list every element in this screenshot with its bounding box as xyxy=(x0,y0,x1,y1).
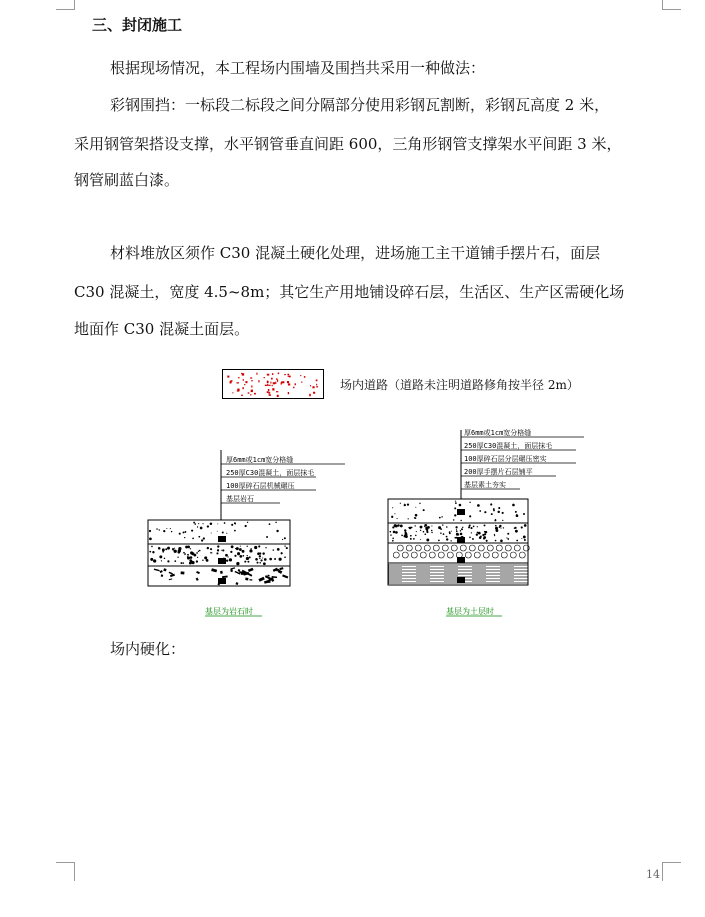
road-legend-label: 场内道路（道路未注明道路修角按半径 2m） xyxy=(340,378,579,392)
paragraph-materials-line-1: 材料堆放区须作 C30 混凝土硬化处理，进场施工主干道铺手摆片石，面层 xyxy=(110,244,601,262)
soil-base-note-concrete: 250厚C30混凝土，面层抹毛 xyxy=(464,442,553,450)
soil-base-note-joint: 厚6mm或1cm宽分格缝 xyxy=(464,429,532,437)
soil-base-note-soil: 基层素土夯实 xyxy=(464,481,506,489)
rock-base-caption: 基层为岩石时 xyxy=(205,607,253,616)
crop-mark-bottom-left xyxy=(56,862,75,881)
soil-base-note-gravel: 100厚碎石层分层碾压密实 xyxy=(464,455,547,463)
section-heading: 三、封闭施工 xyxy=(92,16,183,34)
rock-base-note-gravel: 100厚碎石层机械碾压 xyxy=(226,482,295,490)
paragraph-steel-fence-line-1: 彩钢围挡：一标段二标段之间分隔部分使用彩钢瓦割断，彩钢瓦高度 2 米， xyxy=(110,96,610,114)
soil-base-caption: 基层为土层时 xyxy=(446,607,494,616)
section-drawing-rock-base xyxy=(140,440,350,620)
paragraph-materials-line-2: C30 混凝土，宽度 4.5~8m；其它生产用地铺设碎石层，生活区、生产区需硬化场 xyxy=(74,283,625,301)
rock-base-note-rock: 基层岩石 xyxy=(226,495,254,503)
crop-mark-top-left xyxy=(56,0,75,10)
paragraph-intro: 根据现场情况，本工程场内围墙及围挡共采用一种做法： xyxy=(110,59,486,77)
page-number: 14 xyxy=(646,868,660,881)
road-legend-swatch xyxy=(222,369,324,399)
paragraph-site-hardening: 场内硬化： xyxy=(110,640,186,658)
crop-mark-bottom-right xyxy=(662,862,681,881)
rock-base-note-joint: 厚6mm或1cm宽分格缝 xyxy=(226,456,294,464)
paragraph-materials-line-3: 地面作 C30 混凝土面层。 xyxy=(74,320,250,338)
section-drawing-soil-base xyxy=(380,425,610,620)
rock-base-note-concrete: 250厚C30混凝土，面层抹毛 xyxy=(226,469,315,477)
road-legend-pattern xyxy=(223,370,323,398)
paragraph-steel-fence-line-2: 采用钢管架搭设支撑，水平钢管垂直间距 600，三角形钢管支撑架水平间距 3 米， xyxy=(74,135,622,153)
crop-mark-top-right xyxy=(662,0,681,10)
paragraph-steel-fence-line-3: 钢管刷蓝白漆。 xyxy=(74,171,180,189)
soil-base-note-rubble: 200厚手摆片石层铺平 xyxy=(464,468,533,476)
